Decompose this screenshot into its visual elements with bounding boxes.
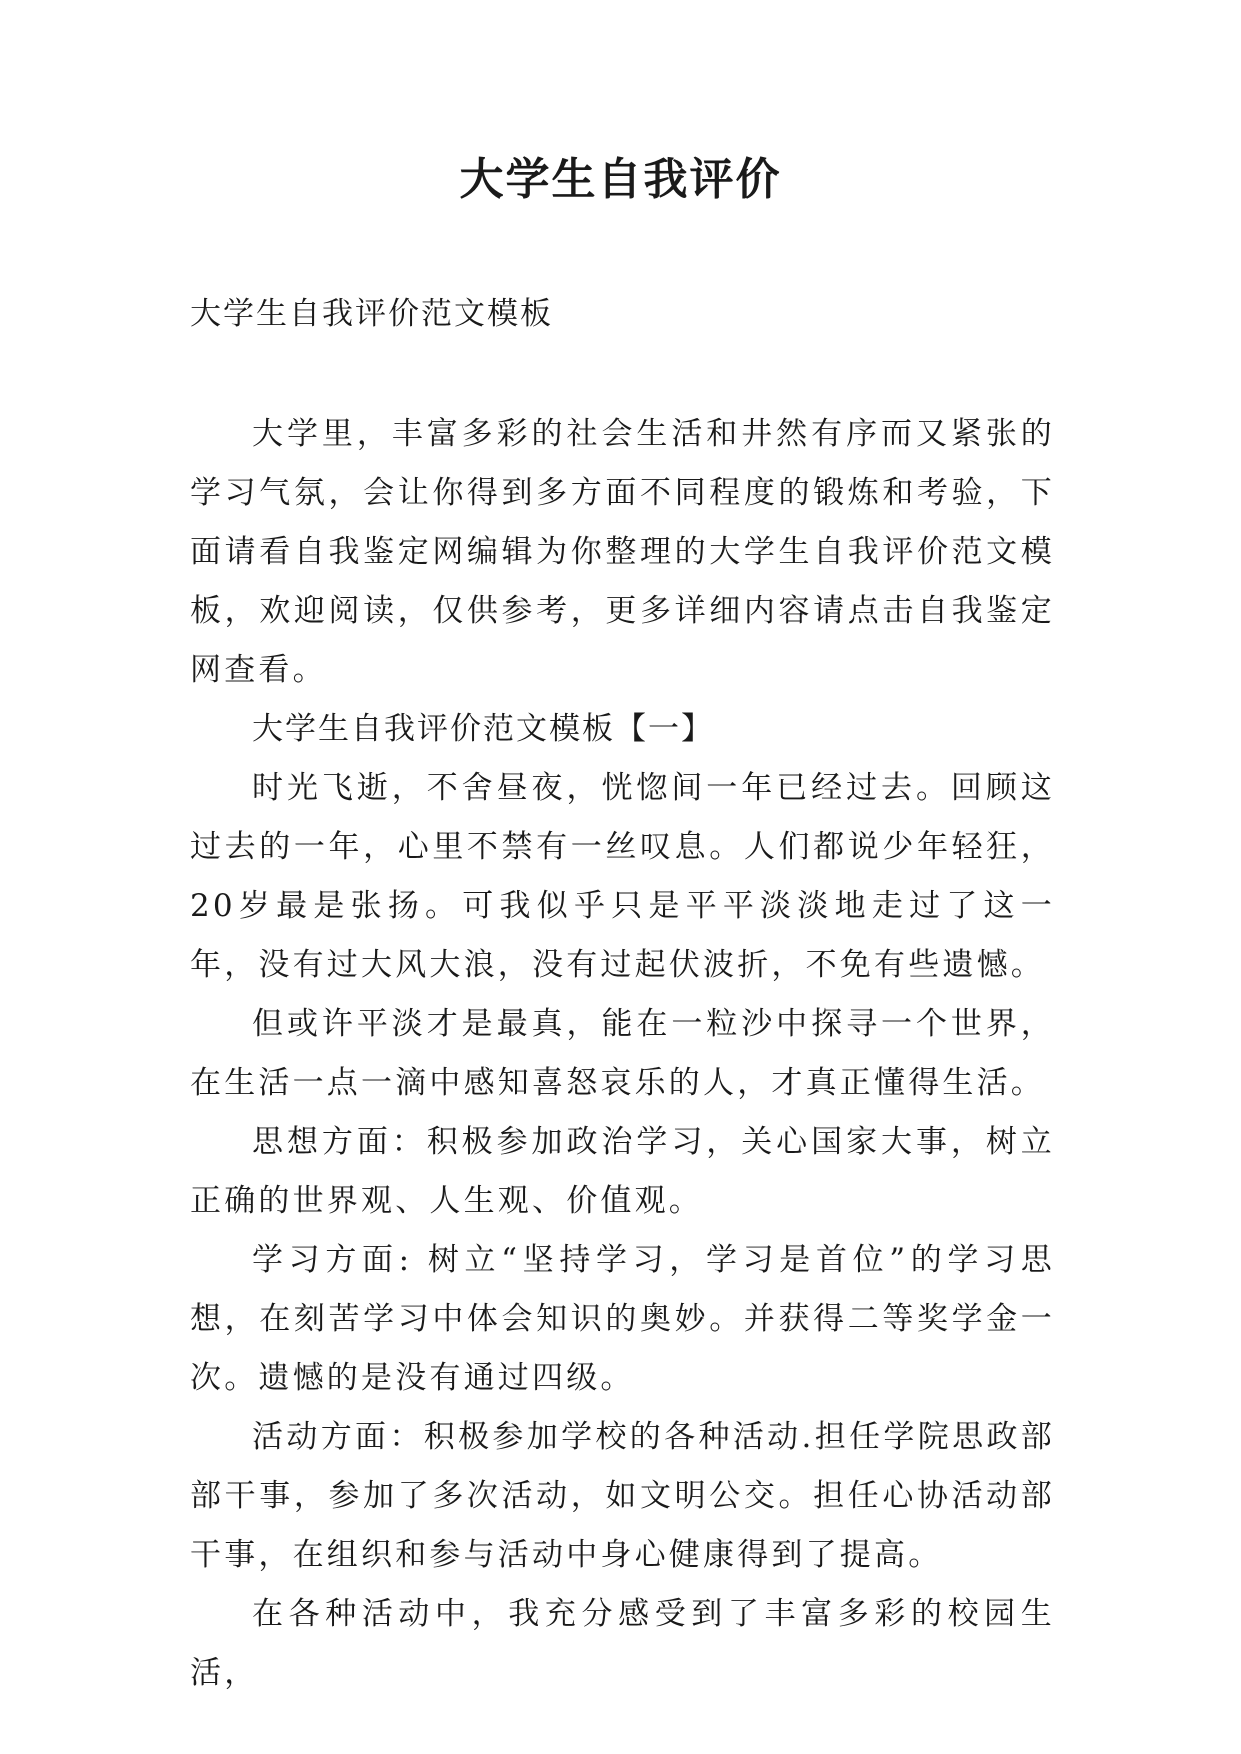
paragraph-campus-life: 在各种活动中，我充分感受到了丰富多彩的校园生活， [190,1596,1055,1691]
document-body [190,405,1055,1703]
document-title: 大学生自我评价 [459,154,782,205]
paragraph-intro: 大学里，丰富多彩的社会生活和井然有序而又紧张的学习气氛，会让你得到多方面不同程度的锻炼和考验，下面请看自我鉴定网编辑为你整理的大学生自我评价范文模板，欢迎阅读，仅供参考，更多详细内容请点击自我鉴定网查看。 [190,416,1055,688]
paragraph-plain-life: 但或许平淡才是最真，能在一粒沙中探寻一个世界，在生活一点一滴中感知喜怒哀乐的人，才真正懂得生活。 [190,1006,1055,1101]
paragraph-thought: 思想方面：积极参加政治学习，关心国家大事，树立正确的世界观、人生观、价值观。 [190,1124,1055,1219]
paragraph-time: 时光飞逝，不舍昼夜，恍惚间一年已经过去。回顾这过去的一年，心里不禁有一丝叹息。人们都说少年轻狂，20岁最是张扬。可我似乎只是平平淡淡地走过了这一年，没有过大风大浪，没有过起伏波折，不免有些遗憾。 [190,770,1055,983]
document-subtitle: 大学生自我评价范文模板 [190,296,553,332]
section-heading: 大学生自我评价范文模板【一】 [252,711,714,747]
paragraph-study: 学习方面: 树立“坚持学习，学习是首位”的学习思想，在刻苦学习中体会知识的奥妙。并获得二等奖学金一次。遗憾的是没有通过四级。 [190,1242,1055,1396]
paragraph-activities: 活动方面：积极参加学校的各种活动.担任学院思政部部干事，参加了多次活动，如文明公交。担任心协活动部干事，在组织和参与活动中身心健康得到了提高。 [190,1419,1055,1573]
